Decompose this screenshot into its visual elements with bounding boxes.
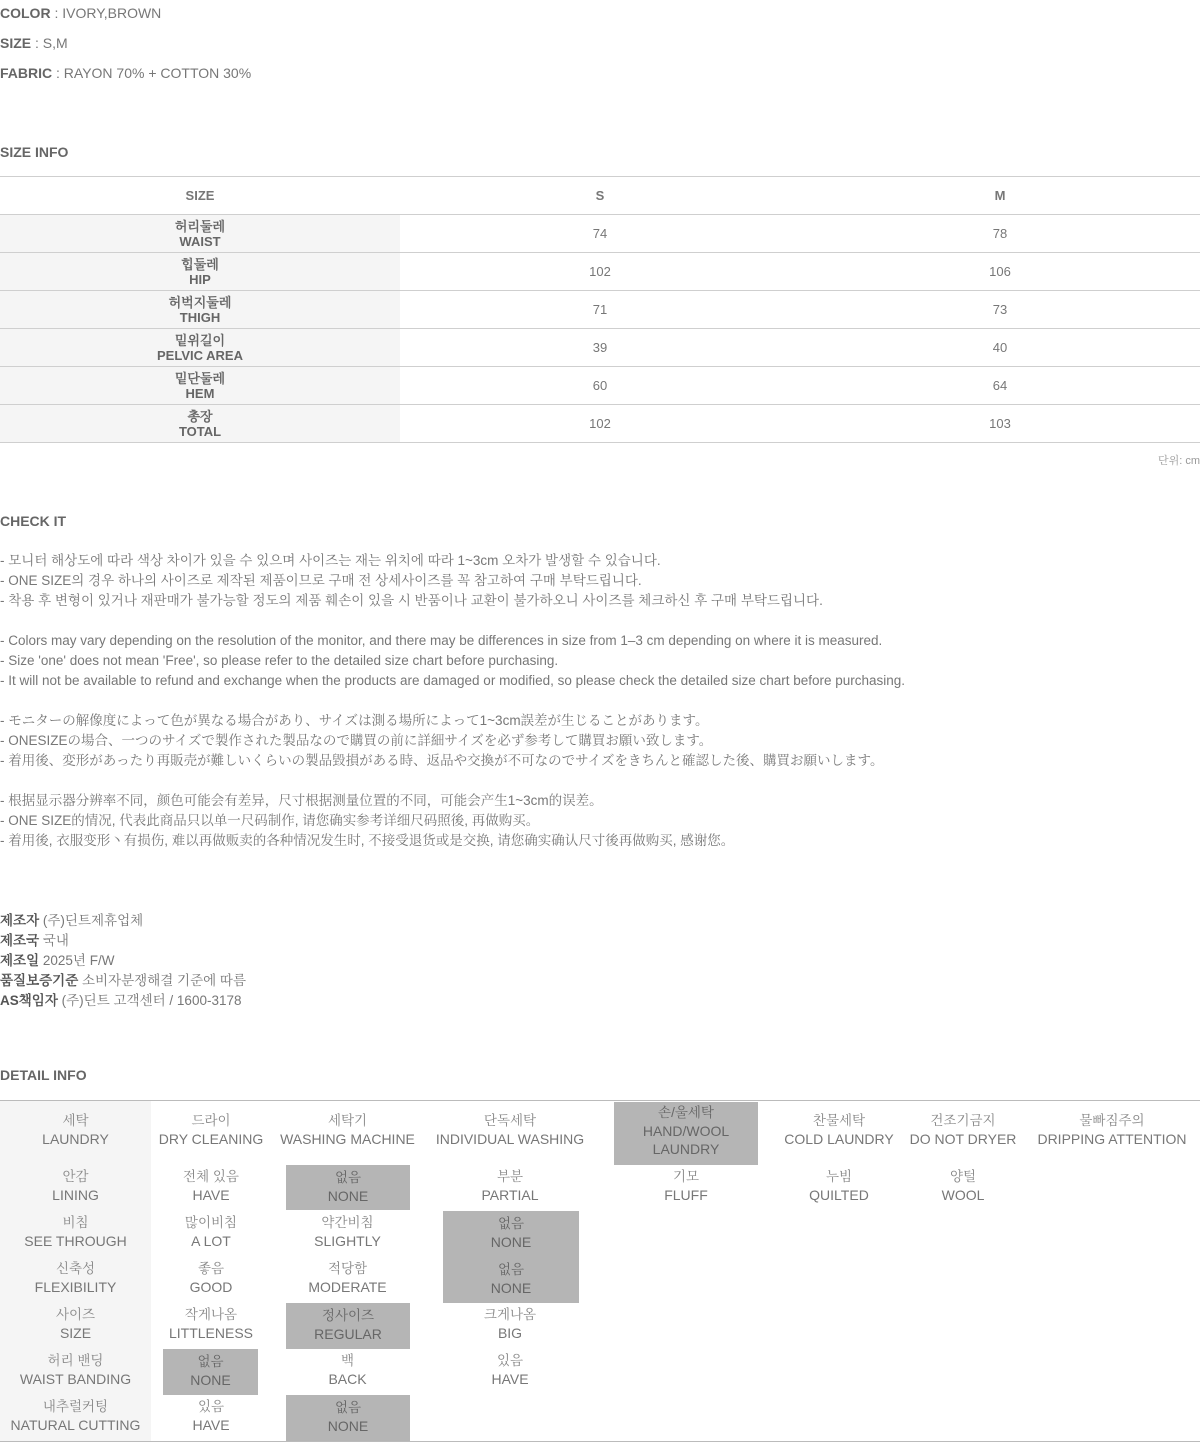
row-label-en: PELVIC AREA bbox=[157, 347, 243, 363]
maker-line bbox=[0, 932, 246, 952]
size-table-header bbox=[0, 177, 1200, 215]
note-line: - ONESIZEの場合、一つのサイズで製作された製品なので購買の前に詳細サイズを必ず参考して購買お願い致します。 bbox=[0, 733, 713, 748]
detail-option: 좋음 GOOD bbox=[189, 1261, 233, 1295]
detail-label-size: 사이즈 SIZE bbox=[55, 1307, 96, 1341]
row-label-ko: 허벅지둘레 bbox=[168, 294, 232, 310]
size-s-value: 102 bbox=[400, 405, 800, 443]
note-line: - 着用後、変形があったり再販売が難しいくらいの製品毀損がある時、返品や交換が不可なのでサイズをきちんと確認した後、購買お願いします。 bbox=[0, 753, 884, 768]
maker-info bbox=[0, 912, 246, 1012]
note-line: - 모니터 해상도에 따라 색상 차이가 있을 수 있으며 사이즈는 재는 위치에 따라 1~3cm 오차가 발생할 수 있습니다. bbox=[0, 553, 661, 568]
note-line: - It will not be available to refund and exchange when the products are damaged or modified, so please check the detailed size chart before purchasing. bbox=[0, 673, 906, 688]
size-m-value: 40 bbox=[800, 329, 1200, 367]
spec-key: SIZE bbox=[0, 35, 32, 51]
detail-label-natural-cutting: 내추럴커팅 NATURAL CUTTING bbox=[10, 1399, 141, 1433]
maker-key: 품질보증기준 bbox=[0, 973, 79, 988]
note-line: - ONE SIZE的情况, 代表此商品只以单一尺码制作, 请您确实参考详细尺码照後, 再做购买。 bbox=[0, 813, 540, 828]
spec-value: : IVORY,BROWN bbox=[50, 5, 162, 21]
row-label bbox=[0, 367, 400, 405]
detail-option: 많이비침 A LOT bbox=[184, 1215, 238, 1249]
row-label-ko: 허리둘레 bbox=[174, 218, 226, 234]
notes-japanese bbox=[0, 712, 1200, 772]
note-line: - 착용 후 변형이 있거나 재판매가 불가능할 정도의 제품 훼손이 있을 시 반품이나 교환이 불가하오니 사이즈를 체크하신 후 구매 부탁드립니다. bbox=[0, 593, 823, 608]
detail-option: 있음 HAVE bbox=[192, 1399, 230, 1433]
note-line: - Size 'one' does not mean 'Free', so please refer to the detailed size chart before purchasing. bbox=[0, 653, 559, 668]
detail-option: 물빠짐주의 DRIPPING ATTENTION bbox=[1037, 1113, 1187, 1147]
spec-color bbox=[0, 4, 600, 34]
check-it-notes bbox=[0, 552, 1200, 872]
detail-option-selected: 없음 NONE bbox=[443, 1211, 579, 1257]
detail-option-selected: 없음 NONE bbox=[163, 1349, 258, 1395]
size-s-value: 71 bbox=[400, 291, 800, 329]
detail-option: 부분 PARTIAL bbox=[481, 1169, 539, 1203]
detail-option-selected: 없음 NONE bbox=[443, 1257, 579, 1303]
check-it-title: CHECK IT bbox=[0, 513, 67, 529]
notes-english bbox=[0, 632, 1200, 692]
spec-value: : RAYON 70% + COTTON 30% bbox=[52, 65, 252, 81]
detail-label-flexibility: 신축성 FLEXIBILITY bbox=[34, 1261, 117, 1295]
table-row bbox=[0, 329, 1200, 367]
spec-size bbox=[0, 34, 600, 64]
detail-info-title: DETAIL INFO bbox=[0, 1067, 87, 1083]
row-label-ko: 밑위길이 bbox=[174, 332, 226, 348]
row-label-en: HEM bbox=[185, 385, 215, 401]
detail-option: 건조기금지 DO NOT DRYER bbox=[909, 1113, 1017, 1147]
row-label bbox=[0, 253, 400, 291]
size-table bbox=[0, 176, 1200, 443]
maker-key: AS책임자 bbox=[0, 993, 58, 1008]
table-row bbox=[0, 215, 1200, 253]
product-specs bbox=[0, 4, 600, 94]
maker-value: 2025년 F/W bbox=[39, 953, 115, 968]
detail-option: 작게나옴 LITTLENESS bbox=[168, 1307, 254, 1341]
spec-key: FABRIC bbox=[0, 65, 53, 81]
size-m-value: 73 bbox=[800, 291, 1200, 329]
row-label bbox=[0, 215, 400, 253]
row-label bbox=[0, 405, 400, 443]
detail-label-lining: 안감 LINING bbox=[52, 1169, 99, 1203]
row-label-en: TOTAL bbox=[178, 423, 222, 439]
table-row bbox=[0, 253, 1200, 291]
detail-option: 있음 HAVE bbox=[491, 1353, 529, 1387]
detail-option: 누빔 QUILTED bbox=[809, 1169, 869, 1203]
detail-option: 적당함 MODERATE bbox=[308, 1261, 387, 1295]
note-line: - Colors may vary depending on the resolution of the monitor, and there may be differences in size from 1–3 cm depending on where it is measured. bbox=[0, 633, 883, 648]
detail-option: 전체 있음 HAVE bbox=[183, 1169, 239, 1203]
maker-value: (주)딘트제휴업체 bbox=[39, 913, 144, 928]
detail-option-selected: 없음 NONE bbox=[286, 1395, 410, 1441]
detail-option: 양털 WOOL bbox=[941, 1169, 985, 1203]
detail-label-laundry: 세탁 LAUNDRY bbox=[42, 1113, 109, 1147]
row-label-ko: 총장 bbox=[187, 408, 213, 424]
spec-fabric bbox=[0, 64, 600, 94]
spec-value: : S,M bbox=[31, 35, 68, 51]
maker-key: 제조일 bbox=[0, 953, 40, 968]
size-s-value: 39 bbox=[400, 329, 800, 367]
row-label-ko: 힙둘레 bbox=[181, 256, 219, 272]
note-line: - 根据显示器分辨率不同，颜色可能会有差异，尺寸根据测量位置的不同，可能会产生1~3cm的误差。 bbox=[0, 793, 603, 808]
detail-option: 찬물세탁 COLD LAUNDRY bbox=[784, 1113, 894, 1147]
header-cell: S bbox=[400, 177, 800, 215]
maker-key: 제조자 bbox=[0, 913, 40, 928]
table-row bbox=[0, 367, 1200, 405]
detail-info-grid bbox=[0, 1100, 1200, 1442]
maker-value: 국내 bbox=[39, 933, 69, 948]
notes-chinese bbox=[0, 792, 1200, 852]
detail-option: 백 BACK bbox=[328, 1353, 367, 1387]
note-line: - モニターの解像度によって色が異なる場合があり、サイズは測る場所によって1~3cm誤差が生じることがあります。 bbox=[0, 713, 709, 728]
row-label-ko: 밑단둘레 bbox=[174, 370, 226, 386]
detail-option: 세탁기 WASHING MACHINE bbox=[280, 1113, 415, 1147]
detail-option: 드라이 DRY CLEANING bbox=[158, 1113, 264, 1147]
maker-line bbox=[0, 972, 246, 992]
header-cell: M bbox=[800, 177, 1200, 215]
detail-label-waist-banding: 허리 밴딩 WAIST BANDING bbox=[19, 1353, 132, 1387]
size-m-value: 64 bbox=[800, 367, 1200, 405]
maker-line bbox=[0, 992, 246, 1012]
maker-value: 소비자분쟁해결 기준에 따름 bbox=[78, 973, 246, 988]
note-line: - ONE SIZE의 경우 하나의 사이즈로 제작된 제품이므로 구매 전 상세사이즈를 꼭 참고하여 구매 부탁드립니다. bbox=[0, 573, 642, 588]
row-label-en: THIGH bbox=[179, 309, 221, 325]
size-s-value: 74 bbox=[400, 215, 800, 253]
maker-line bbox=[0, 912, 246, 932]
detail-option-selected: 손/울세탁 HAND/WOOL LAUNDRY bbox=[614, 1102, 758, 1165]
size-m-value: 78 bbox=[800, 215, 1200, 253]
maker-line bbox=[0, 952, 246, 972]
detail-option-selected: 정사이즈 REGULAR bbox=[286, 1303, 410, 1349]
note-line: - 着用後, 衣服变形丶有损伤, 难以再做贩卖的各种情况发生时, 不接受退货或是交换, 请您确实确认尺寸後再做购买, 感谢您。 bbox=[0, 833, 735, 848]
detail-label-see-through: 비침 SEE THROUGH bbox=[24, 1215, 127, 1249]
row-label bbox=[0, 329, 400, 367]
detail-option: 약간비침 SLIGHTLY bbox=[314, 1215, 381, 1249]
size-s-value: 60 bbox=[400, 367, 800, 405]
detail-option: 크게나옴 BIG bbox=[483, 1307, 537, 1341]
size-m-value: 103 bbox=[800, 405, 1200, 443]
header-cell: SIZE bbox=[0, 177, 400, 215]
size-m-value: 106 bbox=[800, 253, 1200, 291]
row-label bbox=[0, 291, 400, 329]
spec-key: COLOR bbox=[0, 5, 51, 21]
detail-option-selected: 없음 NONE bbox=[286, 1165, 410, 1210]
table-row bbox=[0, 405, 1200, 443]
detail-option: 기모 FLUFF bbox=[664, 1169, 708, 1203]
table-row bbox=[0, 291, 1200, 329]
unit-note: 단위: cm bbox=[1157, 455, 1200, 467]
notes-korean bbox=[0, 552, 1200, 612]
row-label-en: HIP bbox=[189, 271, 211, 287]
detail-option: 단독세탁 INDIVIDUAL WASHING bbox=[435, 1113, 585, 1147]
maker-key: 제조국 bbox=[0, 933, 40, 948]
maker-value: (주)딘트 고객센터 / 1600-3178 bbox=[57, 993, 242, 1008]
row-label-en: WAIST bbox=[179, 233, 221, 249]
size-info-title: SIZE INFO bbox=[0, 144, 69, 160]
size-s-value: 102 bbox=[400, 253, 800, 291]
